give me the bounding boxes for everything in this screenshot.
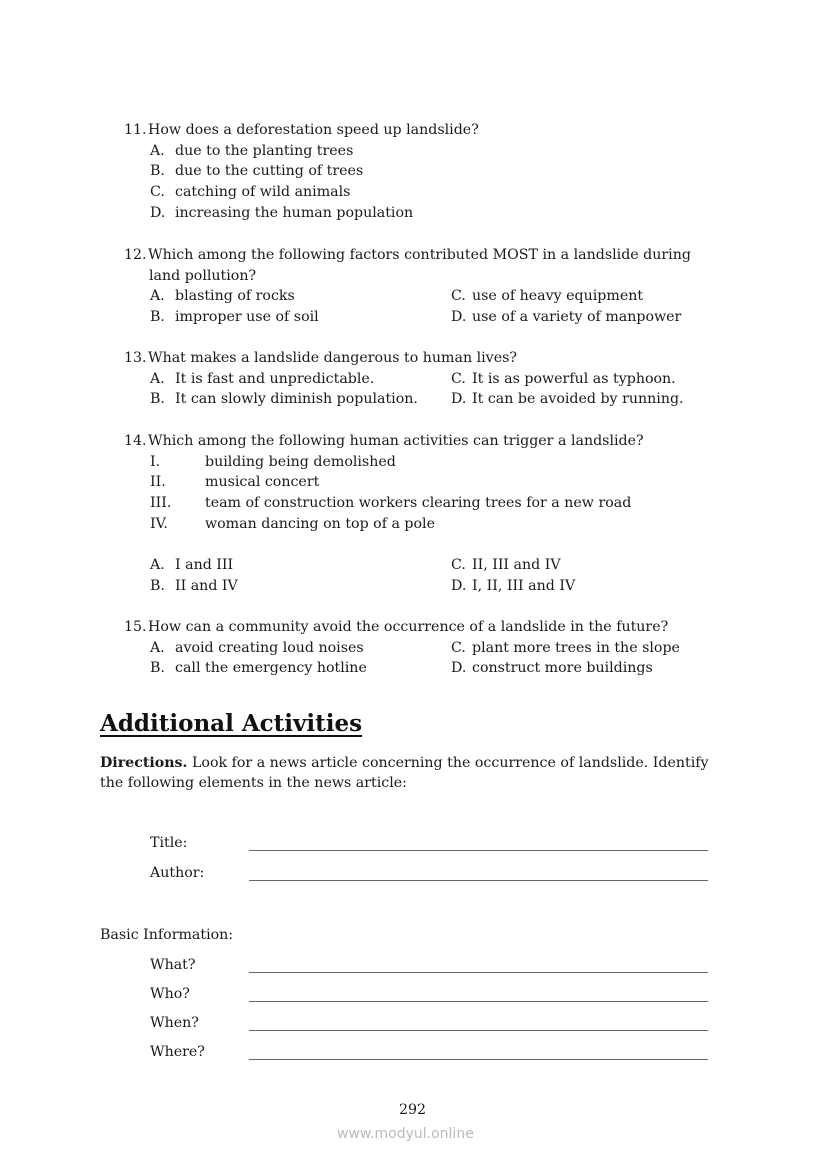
- option-text: catching of wild animals: [175, 184, 351, 201]
- option-letter: D.: [150, 204, 166, 221]
- question-text: land pollution?: [149, 267, 257, 284]
- answer-blank-line[interactable]: [249, 972, 708, 973]
- option-letter: B.: [150, 309, 165, 326]
- option-letter: B.: [150, 660, 165, 677]
- option-text: I and III: [175, 557, 234, 574]
- option-text: It can be avoided by running.: [472, 391, 684, 408]
- question-text: Which among the following human activities can trigger a landslide?: [148, 433, 644, 449]
- directions-text: [100, 753, 709, 773]
- field-label: Who?: [150, 986, 190, 1002]
- option-letter: B.: [150, 577, 165, 594]
- roman-numeral: III.: [150, 495, 172, 512]
- answer-blank-line[interactable]: [249, 1001, 708, 1002]
- option-letter: A.: [150, 142, 165, 159]
- option-letter: C.: [451, 288, 466, 305]
- option-text: use of heavy equipment: [472, 288, 644, 305]
- option-text: It is fast and unpredictable.: [175, 370, 375, 387]
- roman-item: team of construction workers clearing trees for a new road: [205, 495, 632, 512]
- option-letter: B.: [150, 391, 165, 408]
- option-text: construct more buildings: [472, 660, 653, 677]
- answer-blank-line[interactable]: [249, 1059, 708, 1060]
- roman-item: woman dancing on top of a pole: [205, 515, 435, 532]
- question-number: 11.: [124, 122, 147, 138]
- field-label: Author:: [150, 865, 205, 881]
- basic-info-label: Basic Information:: [100, 927, 234, 943]
- option-letter: C.: [451, 557, 466, 574]
- answer-blank-line[interactable]: [249, 850, 708, 851]
- option-letter: C.: [150, 184, 165, 201]
- question-text: How does a deforestation speed up landslide?: [148, 122, 479, 138]
- question-number: 12.: [124, 247, 147, 263]
- question-number: 13.: [124, 350, 147, 366]
- answer-blank-line[interactable]: [249, 880, 708, 881]
- question-text: Which among the following factors contributed MOST in a landslide during: [148, 247, 691, 263]
- watermark: www.modyul.online: [337, 1126, 474, 1142]
- option-text: improper use of soil: [175, 309, 319, 326]
- question-text: How can a community avoid the occurrence of a landslide in the future?: [148, 619, 669, 635]
- option-text: It is as powerful as typhoon.: [472, 370, 676, 387]
- option-text: due to the cutting of trees: [175, 163, 364, 180]
- option-text: II and IV: [175, 577, 238, 594]
- option-letter: D.: [451, 660, 467, 677]
- option-text: avoid creating loud noises: [175, 639, 364, 656]
- section-heading: Additional Activities: [100, 710, 363, 737]
- field-label: Where?: [150, 1044, 205, 1060]
- roman-numeral: I.: [150, 453, 161, 470]
- field-label: Title:: [150, 835, 188, 851]
- directions-line: Look for a news article concerning the occurrence of landslide. Identify: [187, 755, 709, 771]
- question-number: 15.: [124, 619, 147, 635]
- roman-item: building being demolished: [205, 453, 396, 470]
- option-letter: C.: [451, 639, 466, 656]
- answer-blank-line[interactable]: [249, 1030, 708, 1031]
- option-text: plant more trees in the slope: [472, 639, 680, 656]
- option-letter: A.: [150, 370, 165, 387]
- question-text: What makes a landslide dangerous to human lives?: [148, 350, 517, 366]
- option-letter: D.: [451, 309, 467, 326]
- option-letter: A.: [150, 639, 165, 656]
- question-number: 14.: [124, 433, 147, 449]
- option-text: increasing the human population: [175, 204, 414, 221]
- option-letter: A.: [150, 557, 165, 574]
- option-letter: C.: [451, 370, 466, 387]
- option-letter: A.: [150, 288, 165, 305]
- directions-line: the following elements in the news article:: [100, 775, 407, 791]
- roman-numeral: II.: [150, 474, 166, 491]
- option-letter: D.: [451, 577, 467, 594]
- option-letter: B.: [150, 163, 165, 180]
- roman-item: musical concert: [205, 474, 320, 491]
- option-text: I, II, III and IV: [472, 577, 576, 594]
- option-text: call the emergency hotline: [175, 660, 367, 677]
- field-label: What?: [150, 957, 196, 973]
- directions-label: Directions.: [100, 755, 188, 771]
- option-text: II, III and IV: [472, 557, 561, 574]
- option-text: It can slowly diminish population.: [175, 391, 418, 408]
- option-text: due to the planting trees: [175, 142, 354, 159]
- option-text: use of a variety of manpower: [472, 309, 682, 326]
- roman-numeral: IV.: [150, 515, 168, 532]
- option-text: blasting of rocks: [175, 288, 295, 305]
- option-letter: D.: [451, 391, 467, 408]
- page-number: 292: [399, 1102, 427, 1118]
- field-label: When?: [150, 1015, 199, 1031]
